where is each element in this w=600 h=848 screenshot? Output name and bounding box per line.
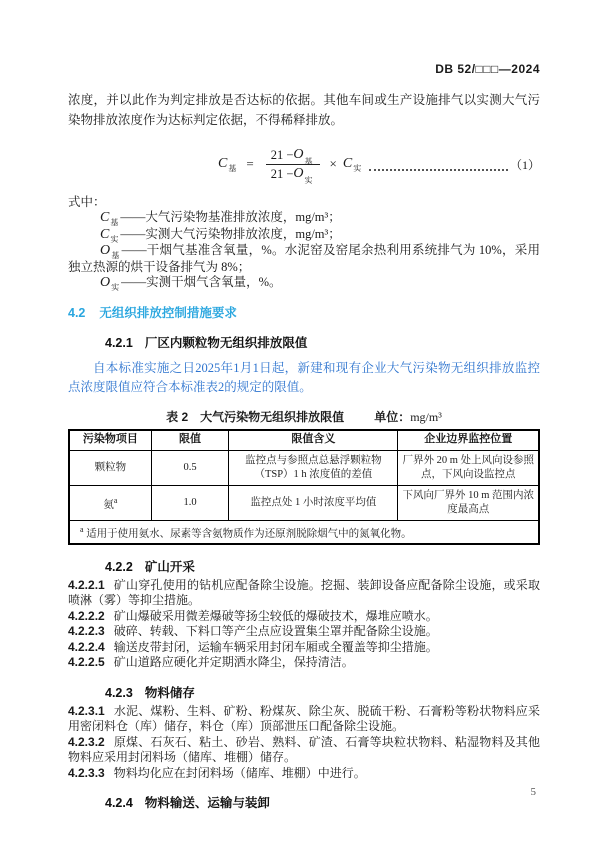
numerator-const: 21 − (270, 147, 294, 162)
clause-text: 矿山爆破采用微差爆破等扬尘较低的爆破技术，爆堆应喷水。 (113, 608, 438, 623)
clause-number: 4.2.3.3 (68, 765, 105, 780)
definition-line (68, 210, 540, 227)
cell-limit: 1.0 (151, 485, 229, 520)
page-number: 5 (530, 786, 536, 798)
table-row-ammonia (69, 485, 539, 520)
table-caption: 表 2 大气污染物无组织排放限值 (166, 409, 345, 424)
table-caption-row (68, 408, 540, 425)
cell-location: 厂界外 20 m 处上风向设参照点，下风向设监控点 (398, 450, 539, 485)
col-header-pollutant: 污染物项目 (69, 430, 151, 451)
def-var: C (100, 226, 110, 242)
unit-value: mg/m³ (410, 409, 442, 424)
cell-pollutant (69, 485, 151, 520)
symbol-definitions (68, 210, 540, 292)
clause-text: 物料均化应在封闭料场（储库、堆棚）中进行。 (113, 765, 366, 780)
clause-number: 4.2.3.1 (68, 703, 105, 718)
clause-list-4-2-3 (68, 704, 540, 782)
page-header (68, 60, 540, 78)
clause-item (68, 578, 540, 609)
pollutant-footnote-mark: a (113, 495, 118, 505)
def-var: O (100, 275, 111, 290)
table-footnote (69, 520, 539, 544)
numerator-var: O (293, 146, 304, 162)
fraction-denominator (270, 165, 315, 185)
equals-sign: = (246, 156, 254, 171)
clause-text: 矿山穿孔使用的钻机应配备除尘设施。挖掘、装卸设备应配备除尘设施，或采取喷淋（雾）等抑尘措施。 (68, 577, 540, 607)
clause-item (68, 640, 540, 656)
def-desc: ——干烟气基准含氧量，%。水泥窑及窑尾余热利用系统排气为 10%，采用独立热源的烘干设备排气为 8%； (68, 243, 541, 274)
section-number: 4.2.3 (105, 685, 133, 700)
def-var: O (100, 243, 111, 258)
fraction (266, 146, 320, 185)
where-label: 式中： (68, 195, 106, 209)
pollutant-name: 氨 (103, 499, 114, 510)
def-sub: 基 (110, 218, 119, 227)
clause-number: 4.2.2.1 (68, 577, 105, 592)
clause-item (68, 704, 540, 735)
clause-text: 原煤、石灰石、粘土、砂岩、熟料、矿渣、石膏等块粒状物料、粘湿物料及其他物料应采用封闭料场（储库、堆棚）储存。 (68, 734, 540, 764)
table-footnote-row (69, 520, 539, 544)
def-desc: ——大气污染物基准排放浓度，mg/m³； (120, 210, 341, 224)
def-sub: 基 (111, 251, 120, 260)
clause-item (68, 609, 540, 625)
denominator-var: O (293, 165, 304, 181)
def-sub: 实 (110, 234, 119, 244)
def-desc: ——实测大气污染物排放浓度，mg/m³； (120, 226, 341, 241)
clause-number: 4.2.2.4 (68, 639, 105, 654)
clause-number: 4.2.2.2 (68, 608, 105, 623)
col-header-meaning: 限值含义 (229, 430, 398, 451)
formula-lhs-var: C (218, 156, 228, 171)
clause-item (68, 735, 540, 766)
table-header-row (69, 430, 539, 451)
section-title: 厂区内颗粒物无组织排放限值 (144, 335, 308, 350)
section-title: 矿山开采 (144, 559, 195, 574)
section-title: 物料储存 (144, 685, 195, 700)
cell-meaning: 监控点处 1 小时浓度平均值 (229, 485, 398, 520)
fraction-numerator (266, 147, 320, 165)
def-sub: 实 (111, 283, 120, 292)
standard-code: DB 52/□□□—2024 (435, 62, 540, 76)
clause-text: 输送皮带封闭，运输车辆采用封闭车厢或全覆盖等抑尘措施。 (113, 639, 438, 654)
section-number: 4.2.1 (105, 335, 133, 350)
cell-pollutant: 颗粒物 (69, 450, 151, 485)
formula-lhs-sub: 基 (228, 163, 237, 173)
multiply-sign: × (329, 156, 337, 171)
denominator-const: 21 − (270, 166, 294, 181)
section-title: 物料输送、运输与装卸 (144, 796, 270, 810)
definition-line (68, 243, 540, 275)
section-heading-4-2-2 (105, 557, 540, 575)
clause-text: 矿山道路应硬化并定期洒水降尘，保持清洁。 (113, 655, 354, 669)
dot-leader (369, 169, 508, 171)
formula-rhs-sub: 实 (353, 163, 362, 173)
definition-line (68, 227, 540, 244)
section-number: 4.2.2 (105, 559, 133, 574)
formula-rhs-var: C (342, 156, 353, 171)
table-2-emission-limits (68, 429, 540, 545)
section-heading-4-2-3 (105, 683, 540, 701)
clause-text: 破碎、转载、下料口等产尘点应设置集尘罩并配备除尘设施。 (113, 624, 438, 638)
clause-item (68, 624, 540, 640)
cell-meaning: 监控点与参照点总悬浮颗粒物（TSP）1 h 浓度值的差值 (229, 450, 398, 485)
table-row-particulate (69, 450, 539, 485)
section-title: 无组织排放控制措施要求 (99, 305, 237, 320)
section-number: 4.2.4 (105, 796, 133, 810)
clause-list-4-2-2 (68, 578, 540, 671)
col-header-limit: 限值 (151, 430, 229, 451)
footnote-text: 适用于使用氨水、尿素等含氨物质作为还原剂脱除烟气中的氮氧化物。 (86, 528, 412, 539)
clause-item (68, 655, 540, 671)
clause-item (68, 766, 540, 782)
table-unit (374, 408, 442, 425)
numerator-sub: 基 (304, 156, 313, 166)
cell-location: 下风向厂界外 10 m 范围内浓度最高点 (398, 485, 539, 520)
clause-number: 4.2.3.2 (68, 734, 105, 749)
section-heading-4-2 (68, 303, 540, 321)
clause-number: 4.2.2.3 (68, 624, 105, 638)
formula-1 (68, 140, 540, 188)
section-heading-4-2-4 (105, 793, 540, 811)
unit-label: 单位： (374, 409, 411, 424)
denominator-sub: 实 (304, 175, 313, 185)
definition-line (68, 275, 540, 292)
clause-number: 4.2.2.5 (68, 655, 105, 669)
def-var: C (100, 210, 110, 225)
equation-number: （1） (509, 157, 540, 172)
col-header-location: 企业边界监控位置 (398, 430, 539, 451)
cell-limit: 0.5 (151, 450, 229, 485)
implementation-paragraph: 自本标准实施之日2025年1月1日起，新建和现有企业大气污染物无组织排放监控点浓度限值应符合本标准表2的规定的限值。 (68, 360, 540, 394)
section-heading-4-2-1 (105, 333, 540, 351)
intro-paragraph: 浓度，并以此作为判定排放是否达标的依据。其他车间或生产设施排气以实测大气污染物排放浓度作为达标判定依据，不得稀释排放。 (68, 93, 540, 127)
clause-text: 水泥、煤粉、生料、矿粉、粉煤灰、除尘灰、脱硫干粉、石膏粉等粉状物料应采用密闭料仓（库）储存，料仓（库）顶部泄压口配备除尘设施。 (68, 703, 540, 733)
footnote-mark: a (80, 524, 84, 534)
def-desc: ——实测干烟气含氧量，%。 (121, 275, 282, 289)
section-number: 4.2 (68, 305, 86, 320)
